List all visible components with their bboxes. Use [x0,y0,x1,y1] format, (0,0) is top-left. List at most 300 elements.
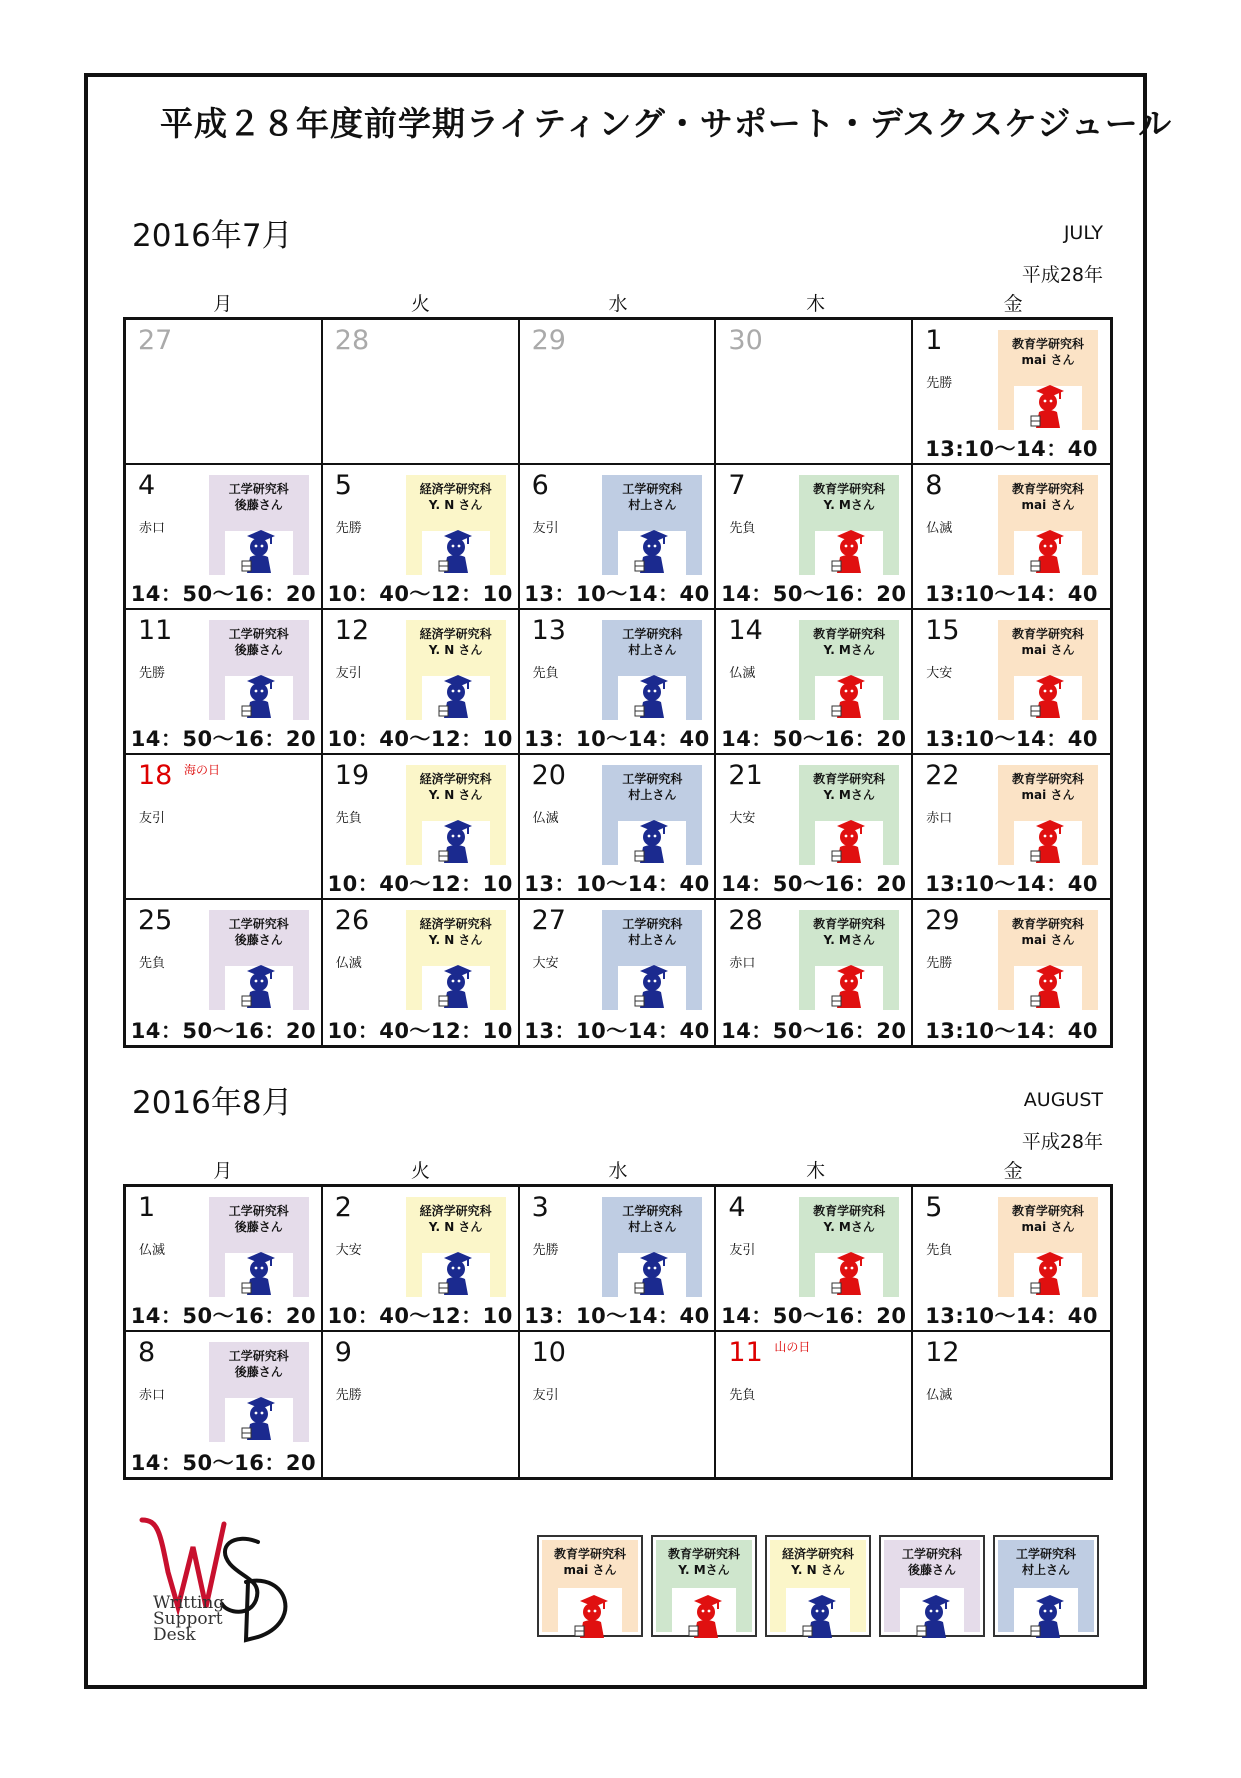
day-number: 3 [531,1192,549,1223]
tutor-name: Y. Mさん [823,498,875,512]
student-mascot-icon [241,1249,277,1295]
session-time: 13:10～14：40 [925,872,1098,896]
tutor-name: Y. N さん [428,933,483,947]
tutor-department: 教育学研究科 [1011,627,1084,641]
tutor-department: 教育学研究科 [813,482,886,496]
badge-label [602,481,702,513]
student-mascot-icon [634,817,670,863]
badge-label [542,1546,638,1578]
day-number: 20 [531,760,566,791]
rokuyo-label: 友引 [532,1388,559,1403]
badge-label [998,1546,1094,1578]
student-mascot-icon [634,527,670,573]
day-number: 6 [531,470,549,501]
student-mascot-icon [1030,817,1066,863]
tutor-department: 工学研究科 [901,1547,962,1561]
tutor-name: Y. Mさん [823,1220,875,1234]
badge-label [799,1203,899,1235]
calendar-day-cell [913,1332,1110,1477]
calendar-day-cell [913,755,1110,900]
session-time: 14：50～16：20 [721,582,907,606]
tutor-department: 工学研究科 [1015,1547,1076,1561]
session-time: 13:10～14：40 [925,1019,1098,1043]
calendar-day-cell [323,1332,520,1477]
tutor-department: 工学研究科 [228,917,289,931]
tutor-name: mai さん [1021,643,1075,657]
tutor-department: 教育学研究科 [1011,1204,1084,1218]
weekday-label: 火 [410,293,430,315]
tutor-badge-mai [998,475,1098,575]
session-time: 14：50～16：20 [721,1304,907,1328]
session-time: 14：50～16：20 [130,1451,317,1475]
tutor-badge-murakami [998,1540,1094,1632]
tutor-department: 工学研究科 [622,772,683,786]
tutor-name: Y. N さん [428,498,483,512]
day-number: 27 [531,905,566,936]
tutor-name: Y. N さん [428,643,483,657]
tutor-badge-goto [209,1197,309,1297]
tutor-badge-mai [998,620,1098,720]
logo-line: Desk [153,1625,196,1645]
day-number: 8 [925,470,943,501]
tutor-name: 後藤さん [234,1365,283,1379]
session-time: 13：10～14：40 [524,872,710,896]
tutor-department: 工学研究科 [228,1204,289,1218]
day-number: 28 [334,325,370,356]
tutor-badge-yn [406,620,506,720]
tutor-name: 村上さん [628,498,677,512]
session-time: 10：40～12：10 [327,1304,513,1328]
legend-item-yn [765,1535,871,1637]
student-mascot-icon [831,962,867,1008]
session-time: 10：40～12：10 [327,872,513,896]
rokuyo-label: 仏滅 [926,521,953,536]
tutor-department: 経済学研究科 [419,1204,492,1218]
tutor-department: 教育学研究科 [1011,772,1084,786]
tutor-badge-ym [799,1197,899,1297]
student-mascot-icon [1030,1592,1066,1638]
rokuyo-label: 大安 [729,811,756,826]
session-time: 10：40～12：10 [327,582,513,606]
tutor-badge-ym [799,475,899,575]
rokuyo-label: 赤口 [926,811,953,826]
calendar-day-cell [126,900,323,1045]
student-mascot-icon [574,1592,610,1638]
student-mascot-icon [634,1249,670,1295]
weekday-label: 木 [806,1160,826,1182]
day-number: 15 [925,615,960,646]
day-number: 12 [925,1337,960,1368]
tutor-badge-mai [542,1540,638,1632]
rokuyo-label: 仏滅 [335,956,362,971]
student-mascot-icon [634,962,670,1008]
weekday-label: 金 [1003,1160,1023,1182]
tutor-department: 工学研究科 [228,1349,289,1363]
badge-label [998,481,1098,513]
student-mascot-icon [241,527,277,573]
rokuyo-label: 大安 [335,1243,362,1258]
student-mascot-icon [438,672,474,718]
calendar-day-cell [323,1187,520,1332]
tutor-name: Y. N さん [428,788,483,802]
tutor-department: 教育学研究科 [553,1547,626,1561]
student-mascot-icon [831,672,867,718]
rokuyo-label: 仏滅 [729,666,756,681]
tutor-department: 経済学研究科 [419,772,492,786]
month-heading-july: 2016年7月 [132,218,293,254]
tutor-badge-ym [656,1540,752,1632]
calendar-day-cell [913,1187,1110,1332]
badge-label [884,1546,980,1578]
badge-label [656,1546,752,1578]
day-number: 5 [334,470,352,501]
student-mascot-icon [1030,962,1066,1008]
tutor-badge-murakami [602,910,702,1010]
tutor-badge-mai [998,1197,1098,1297]
student-mascot-icon [802,1592,838,1638]
tutor-department: 教育学研究科 [667,1547,740,1561]
calendar-day-cell [323,900,520,1045]
rokuyo-label: 仏滅 [926,1388,953,1403]
day-number: 21 [728,760,763,791]
month-english-august: AUGUST [1023,1089,1103,1111]
session-time: 13:10～14：40 [925,437,1098,461]
session-time: 14：50～16：20 [721,872,907,896]
tutor-department: 工学研究科 [622,482,683,496]
calendar-day-cell [520,900,717,1045]
day-number: 1 [138,1192,156,1223]
tutor-name: Y. N さん [428,1220,483,1234]
rokuyo-label: 先負 [926,1243,953,1258]
session-time: 14：50～16：20 [130,1019,317,1043]
rokuyo-label: 先勝 [139,666,166,681]
rokuyo-label: 先勝 [335,1388,362,1403]
calendar-day-cell [716,1332,913,1477]
calendar-day-cell [323,610,520,755]
badge-label [406,771,506,803]
day-number: 29 [925,905,960,936]
badge-label [998,1203,1098,1235]
day-number: 7 [728,470,746,501]
day-number: 19 [334,760,370,791]
rokuyo-label: 先勝 [532,1243,559,1258]
badge-label [799,481,899,513]
session-time: 10：40～12：10 [327,727,513,751]
day-number: 4 [138,470,156,501]
rokuyo-label: 先負 [532,666,559,681]
rokuyo-label: 赤口 [139,1388,166,1403]
calendar-day-cell [913,465,1110,610]
badge-label [799,626,899,658]
tutor-badge-mai [998,910,1098,1010]
session-time: 13：10～14：40 [524,582,710,606]
day-number: 18 [138,760,173,791]
badge-label [406,916,506,948]
badge-label [602,626,702,658]
badge-label [998,626,1098,658]
tutor-name: 後藤さん [907,1563,956,1577]
session-time: 13：10～14：40 [524,1304,710,1328]
session-time: 13:10～14：40 [925,1304,1098,1328]
day-number: 11 [138,615,173,646]
student-mascot-icon [241,672,277,718]
calendar-day-cell [520,755,717,900]
tutor-badge-ym [799,620,899,720]
badge-label [406,626,506,658]
tutor-department: 工学研究科 [228,482,289,496]
day-number: 29 [531,325,566,356]
rokuyo-label: 先負 [335,811,362,826]
legend-item-ym [651,1535,757,1637]
calendar-day-cell [323,320,520,465]
day-number: 1 [925,325,943,356]
calendar-day-cell [520,465,717,610]
tutor-badge-goto [209,1342,309,1442]
student-mascot-icon [831,527,867,573]
tutor-badge-murakami [602,475,702,575]
rokuyo-label: 先負 [139,956,166,971]
calendar-day-cell [716,465,913,610]
rokuyo-label: 仏滅 [139,1243,166,1258]
calendar-day-cell [716,1187,913,1332]
calendar-day-cell [323,755,520,900]
calendar-day-cell [126,1332,323,1477]
month-heading-august: 2016年8月 [132,1085,293,1121]
student-mascot-icon [1030,527,1066,573]
session-time: 14：50～16：20 [721,727,907,751]
weekday-label: 水 [608,293,628,315]
student-mascot-icon [438,1249,474,1295]
tutor-name: Y. Mさん [823,643,875,657]
calendar-day-cell [126,1187,323,1332]
tutor-badge-yn [770,1540,866,1632]
tutor-name: Y. Mさん [823,933,875,947]
rokuyo-label: 友引 [335,666,362,681]
tutor-name: mai さん [1021,933,1075,947]
calendar-day-cell [716,755,913,900]
tutor-department: 教育学研究科 [1011,337,1084,351]
weekday-label: 月 [213,293,233,315]
tutor-badge-ym [799,765,899,865]
tutor-name: 村上さん [628,1220,677,1234]
day-number: 4 [728,1192,746,1223]
calendar-day-cell [716,320,913,465]
tutor-name: 後藤さん [234,1220,283,1234]
badge-label [406,1203,506,1235]
session-time: 13:10～14：40 [925,727,1098,751]
tutor-name: 後藤さん [234,643,283,657]
holiday-label: 海の日 [184,763,221,777]
tutor-badge-yn [406,910,506,1010]
badge-label [406,481,506,513]
weekday-header-july [124,289,1112,319]
student-mascot-icon [1030,382,1066,428]
calendar-day-cell [913,320,1110,465]
calendar-day-cell [716,900,913,1045]
weekday-label: 水 [608,1160,628,1182]
tutor-name: mai さん [1021,788,1075,802]
badge-label [209,481,309,513]
tutor-department: 工学研究科 [622,917,683,931]
calendar-day-cell [520,1187,717,1332]
tutor-name: mai さん [1021,498,1075,512]
student-mascot-icon [916,1592,952,1638]
tutor-badge-yn [406,1197,506,1297]
tutor-legend [537,1535,1099,1637]
calendar-day-cell [323,465,520,610]
day-number: 14 [728,615,763,646]
weekday-label: 火 [410,1160,430,1182]
student-mascot-icon [1030,1249,1066,1295]
day-number: 2 [334,1192,352,1223]
calendar-grid-july [123,317,1113,1048]
rokuyo-label: 先勝 [335,521,362,536]
session-time: 14：50～16：20 [130,582,317,606]
tutor-department: 工学研究科 [622,1204,683,1218]
tutor-badge-goto [209,910,309,1010]
rokuyo-label: 先勝 [926,956,953,971]
badge-label [602,916,702,948]
month-english-july: JULY [1063,222,1103,244]
tutor-department: 教育学研究科 [813,1204,886,1218]
tutor-badge-mai [998,765,1098,865]
badge-label [998,771,1098,803]
tutor-department: 経済学研究科 [419,627,492,641]
legend-item-murakami [993,1535,1099,1637]
tutor-badge-yn [406,475,506,575]
day-number: 5 [925,1192,943,1223]
student-mascot-icon [241,1394,277,1440]
tutor-badge-goto [209,620,309,720]
tutor-badge-goto [884,1540,980,1632]
tutor-badge-murakami [602,765,702,865]
tutor-name: Y. Mさん [823,788,875,802]
student-mascot-icon [438,817,474,863]
badge-label [209,1203,309,1235]
tutor-name: mai さん [1021,1220,1075,1234]
rokuyo-label: 先勝 [926,376,953,391]
student-mascot-icon [1030,672,1066,718]
student-mascot-icon [831,1249,867,1295]
session-time: 10：40～12：10 [327,1019,513,1043]
session-time: 14：50～16：20 [130,1304,317,1328]
tutor-name: 後藤さん [234,933,283,947]
tutor-name: 村上さん [628,933,677,947]
tutor-department: 工学研究科 [622,627,683,641]
tutor-department: 工学研究科 [228,627,289,641]
calendar-day-cell [913,610,1110,755]
weekday-label: 月 [213,1160,233,1182]
day-number: 10 [531,1337,566,1368]
era-july: 平成28年 [1021,264,1103,286]
day-number: 30 [728,325,763,356]
badge-label [209,626,309,658]
rokuyo-label: 友引 [532,521,559,536]
calendar-day-cell [913,900,1110,1045]
rokuyo-label: 大安 [532,956,559,971]
weekday-label: 金 [1003,293,1023,315]
badge-label [799,771,899,803]
tutor-badge-yn [406,765,506,865]
rokuyo-label: 友引 [139,811,166,826]
calendar-day-cell [126,465,323,610]
legend-item-goto [879,1535,985,1637]
badge-label [799,916,899,948]
day-number: 12 [334,615,370,646]
page-title: 平成２８年度前学期ライティング・サポート・デスクスケジュール [160,104,1173,143]
tutor-badge-ym [799,910,899,1010]
student-mascot-icon [438,527,474,573]
calendar-grid-august [123,1184,1113,1480]
holiday-label: 山の日 [774,1340,811,1354]
tutor-department: 教育学研究科 [1011,917,1084,931]
rokuyo-label: 先負 [729,1388,756,1403]
session-time: 14：50～16：20 [721,1019,907,1043]
tutor-badge-mai [998,330,1098,430]
tutor-name: Y. N さん [791,1563,845,1577]
tutor-department: 経済学研究科 [419,917,492,931]
tutor-department: 教育学研究科 [813,917,886,931]
rokuyo-label: 大安 [926,666,953,681]
tutor-name: Y. Mさん [678,1563,730,1577]
day-number: 11 [728,1337,763,1368]
student-mascot-icon [634,672,670,718]
student-mascot-icon [241,962,277,1008]
badge-label [998,916,1098,948]
weekday-header-august [124,1156,1112,1186]
badge-label [602,771,702,803]
day-number: 8 [138,1337,156,1368]
student-mascot-icon [831,817,867,863]
tutor-department: 経済学研究科 [419,482,492,496]
session-time: 13：10～14：40 [524,727,710,751]
tutor-name: 村上さん [628,643,677,657]
day-number: 25 [138,905,173,936]
tutor-department: 教育学研究科 [1011,482,1084,496]
tutor-department: 教育学研究科 [813,627,886,641]
day-number: 9 [334,1337,352,1368]
day-number: 13 [531,615,566,646]
calendar-day-cell [520,610,717,755]
student-mascot-icon [438,962,474,1008]
session-time: 13：10～14：40 [524,1019,710,1043]
tutor-name: 村上さん [628,788,677,802]
tutor-name: 村上さん [1021,1563,1070,1577]
day-number: 28 [728,905,763,936]
student-mascot-icon [688,1592,724,1638]
era-august: 平成28年 [1021,1131,1103,1153]
logo-line: Writting [153,1593,225,1613]
badge-label [209,916,309,948]
tutor-badge-murakami [602,620,702,720]
day-number: 27 [138,325,173,356]
logo-text [153,1595,224,1643]
tutor-department: 教育学研究科 [813,772,886,786]
day-number: 26 [334,905,370,936]
tutor-name: 後藤さん [234,498,283,512]
calendar-day-cell [126,610,323,755]
rokuyo-label: 先負 [729,521,756,536]
legend-item-mai [537,1535,643,1637]
rokuyo-label: 友引 [729,1243,756,1258]
session-time: 13:10～14：40 [925,582,1098,606]
badge-label [209,1348,309,1380]
logo-line: Support [153,1609,223,1629]
badge-label [602,1203,702,1235]
weekday-label: 木 [806,293,826,315]
badge-label [770,1546,866,1578]
tutor-badge-murakami [602,1197,702,1297]
